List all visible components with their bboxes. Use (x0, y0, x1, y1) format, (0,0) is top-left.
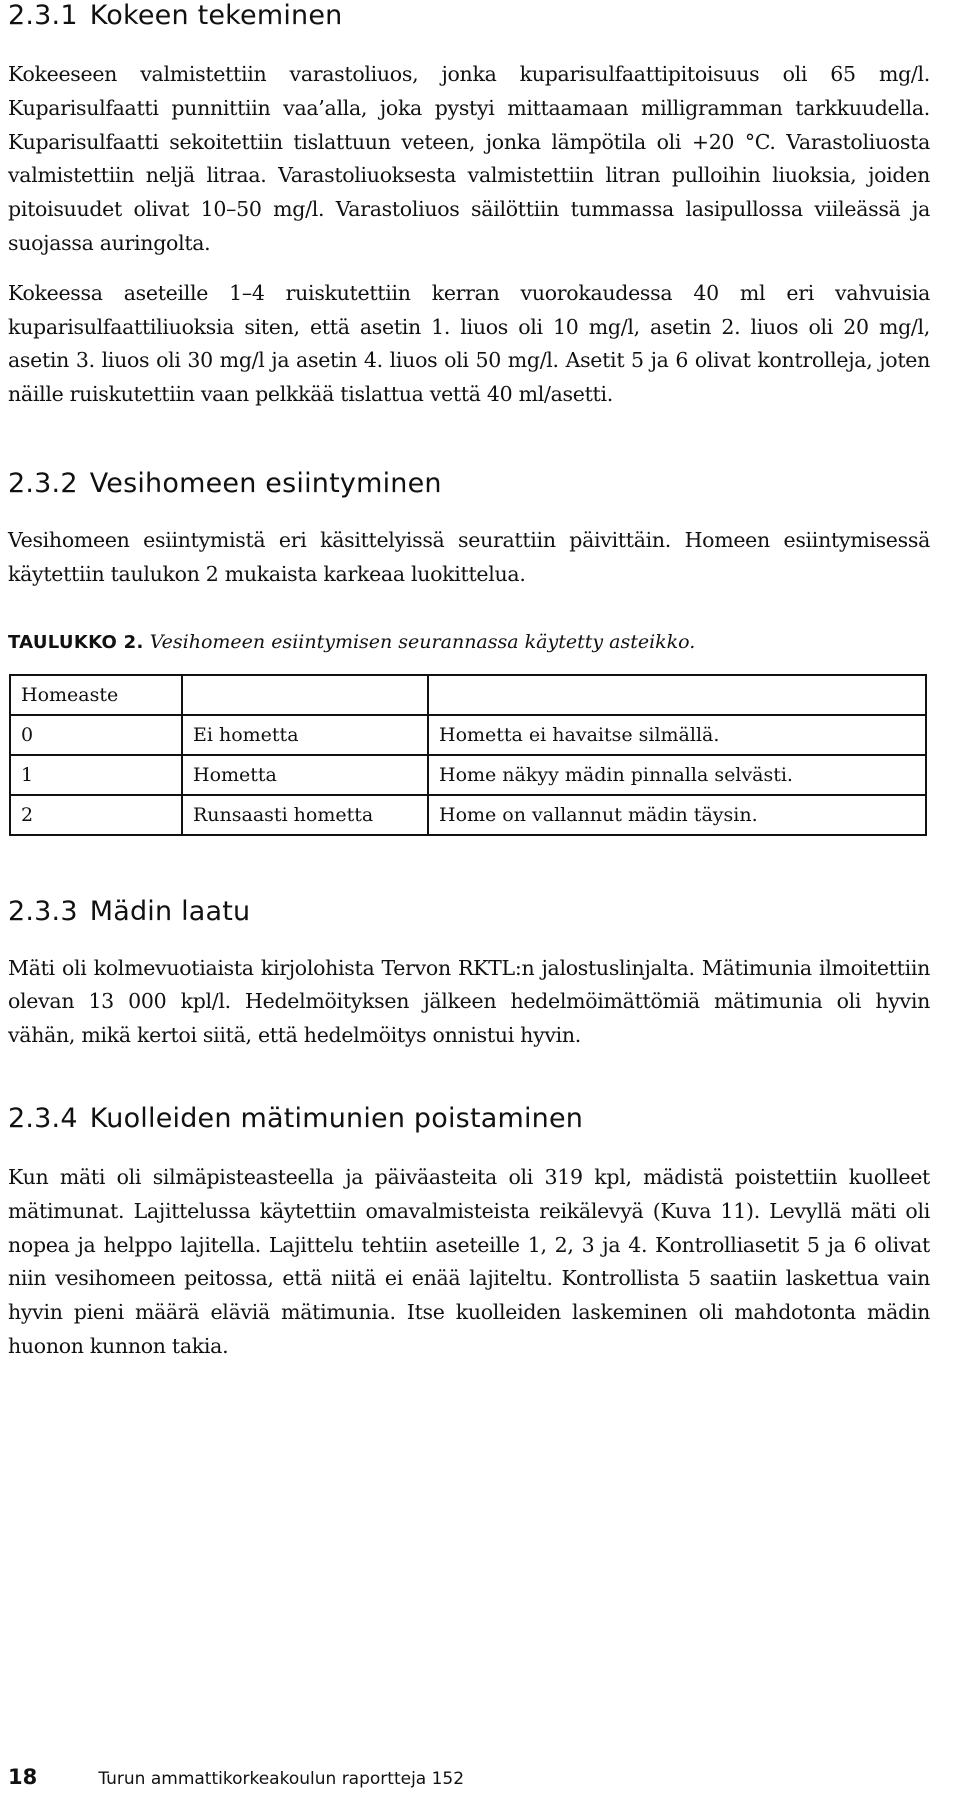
paragraph: Kun mäti oli silmäpisteasteella ja päiväasteita oli 319 kpl, mädistä poistettiin kuolleet mätimunat. Lajittelussa käytettiin omavalmisteista reikälevyä (Kuva 11). Levyllä mäti oli nopea ja helppo lajitella. Lajittelu tehtiin aseteille 1, 2, 3 ja 4. Kontrolliasetit 5 ja 6 olivat niin vesihomeen peitossa, että niitä ei enää lajiteltu. Kontrollista 5 saatiin laskettua vain hyvin pieni määrä eläviä mätimunia. Itse kuolleiden laskeminen oli mahdotonta mädin huonon kunnon takia. (8, 1164, 930, 1358)
table-row (10, 795, 926, 835)
table-label: TAULUKKO 2. (8, 631, 144, 653)
section-number: 2.3.3 (8, 895, 78, 927)
paragraph: Vesihomeen esiintymistä eri käsittelyissä seurattiin päivittäin. Homeen esiintymisessä käytettiin taulukon 2 mukaista karkeaa luokittelua. (8, 527, 930, 586)
paragraph: Kokeessa aseteille 1–4 ruiskutettiin kerran vuorokaudessa 40 ml eri vahvuisia kuparisulfaattiliuoksia siten, että asetin 1. liuos oli 10 mg/l, asetin 2. liuos oli 20 mg/l, asetin 3. liuos oli 30 mg/l ja asetin 4. liuos oli 50 mg/l. Asetit 5 ja 6 olivat kontrolleja, joten näille ruiskutettiin vaan pelkkää tislattua vettä 40 ml/asetti. (8, 280, 930, 407)
table-row (10, 755, 926, 795)
table-cell: Home on vallannut mädin täysin. (428, 795, 926, 835)
section-title: Mädin laatu (89, 895, 251, 927)
table-row (10, 715, 926, 755)
table-header-cell: Homeaste (10, 675, 182, 715)
page-number: 18 (8, 1765, 38, 1789)
publication-name: Turun ammattikorkeakoulun raportteja 152 (98, 1769, 465, 1789)
table-cell: Hometta (182, 755, 428, 795)
table-cell: Ei hometta (182, 715, 428, 755)
section-heading-2-3-4 (8, 1103, 930, 1135)
table-cell: 0 (10, 715, 182, 755)
section-heading-2-3-1 (8, 0, 930, 32)
table-cell: 1 (10, 755, 182, 795)
table-caption (8, 628, 930, 657)
section-title: Kuolleiden mätimunien poistaminen (89, 1102, 584, 1134)
document-page (8, 0, 930, 1364)
section-number: 2.3.1 (8, 0, 78, 31)
table-cell: Home näkyy mädin pinnalla selvästi. (428, 755, 926, 795)
section-number: 2.3.2 (8, 467, 78, 499)
table-header-cell (428, 675, 926, 715)
section-number: 2.3.4 (8, 1102, 78, 1134)
section-title: Kokeen tekeminen (89, 0, 343, 31)
mold-scale-table (9, 674, 927, 836)
table-header-cell (182, 675, 428, 715)
table-cell: Hometta ei havaitse silmällä. (428, 715, 926, 755)
table-cell: 2 (10, 795, 182, 835)
paragraph: Kokeeseen valmistettiin varastoliuos, jonka kuparisulfaattipitoisuus oli 65 mg/l. Kuparisulfaatti punnittiin vaa’alla, joka pystyi mittaamaan milligramman tarkkuudella. Kuparisulfaatti sekoitettiin tislattuun veteen, jonka lämpötila oli +20 °C. Varastoliuosta valmistettiin neljä litraa. Varastoliuoksesta valmistettiin litran pulloihin liuoksia, joiden pitoisuudet olivat 10–50 mg/l. Varastoliuos säilöttiin tummassa lasipullossa viileässä ja suojassa auringolta. (8, 62, 930, 255)
table-header-row (10, 675, 926, 715)
section-heading-2-3-3 (8, 896, 930, 928)
table-cell: Runsaasti hometta (182, 795, 428, 835)
section-heading-2-3-2 (8, 468, 930, 500)
paragraph: Mäti oli kolmevuotiaista kirjolohista Tervon RKTL:n jalostuslinjalta. Mätimunia ilmoitettiin olevan 13 000 kpl/l. Hedelmöityksen jälkeen hedelmöimättömiä mätimunia oli hyvin vähän, mikä kertoi siitä, että hedelmöitys onnistui hyvin. (8, 955, 930, 1048)
page-footer (8, 1765, 464, 1789)
table-caption-text: Vesihomeen esiintymisen seurannassa käytetty asteikko. (149, 630, 696, 653)
section-title: Vesihomeen esiintyminen (89, 467, 442, 499)
